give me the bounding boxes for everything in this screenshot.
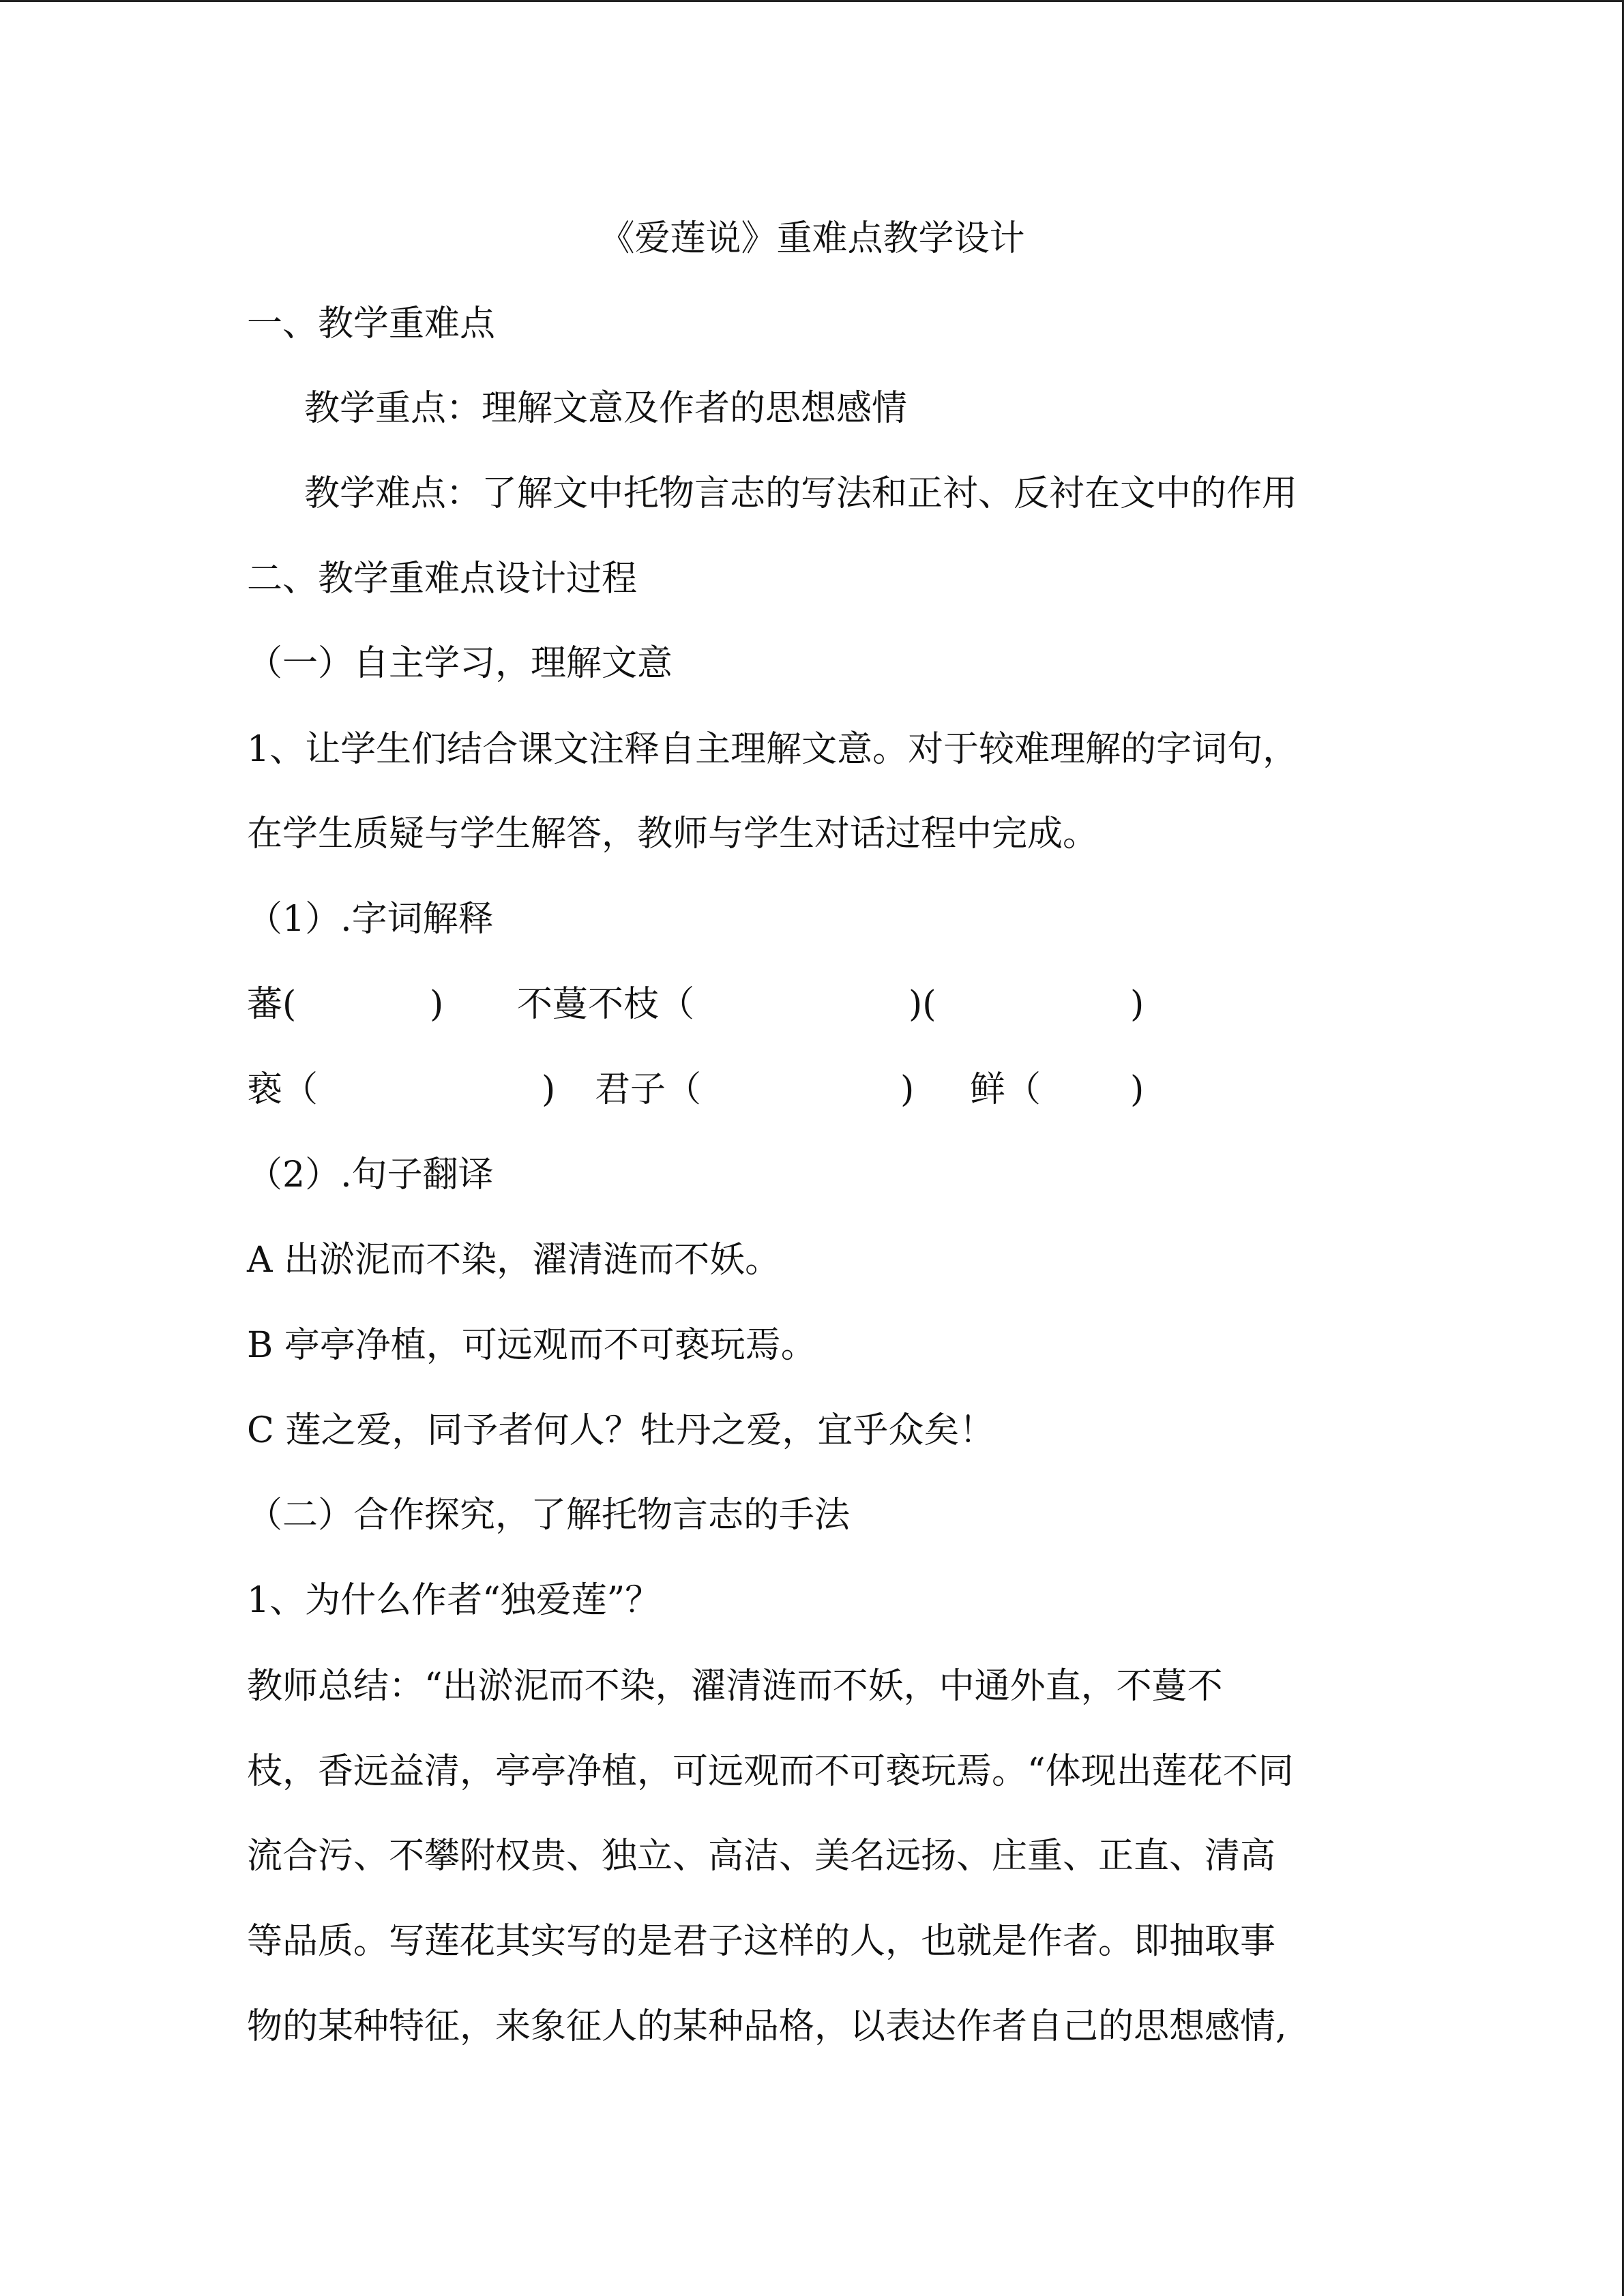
- sentence-c: C 莲之爱，同予者何人？牡丹之爱，宜乎众矣！: [247, 1410, 995, 1451]
- section-heading-1: 一、教学重难点: [247, 303, 496, 344]
- sub-heading-words: （1）.字词解释: [247, 899, 494, 940]
- word-xie: 亵（: [247, 1069, 319, 1110]
- part-heading-2: （二）合作探究，了解托物言志的手法: [247, 1495, 851, 1536]
- word-bumanbuzhi-end: ): [1130, 984, 1145, 1025]
- page-border-top: [0, 0, 1624, 2]
- word-bumanbuzhi: 不蔓不枝（: [517, 984, 695, 1025]
- document-title: 《爱莲说》重难点教学设计: [599, 218, 1025, 259]
- word-junzi-close: ): [900, 1069, 915, 1110]
- word-xian-close: ): [1130, 1069, 1145, 1110]
- section-heading-2: 二、教学重难点设计过程: [247, 558, 638, 599]
- item1-line1: 1、让学生们结合课文注释自主理解文意。对于较难理解的字词句，: [247, 729, 1299, 770]
- word-xie-close: ): [542, 1069, 556, 1110]
- word-fan-close: ): [430, 984, 444, 1025]
- word-blanks-row-2: [247, 1068, 1215, 1112]
- sentence-a: A 出淤泥而不染，濯清涟而不妖。: [247, 1240, 781, 1281]
- part-heading-1: （一）自主学习，理解文意: [247, 643, 673, 684]
- question-1: 1、为什么作者“独爱莲”？: [247, 1580, 661, 1621]
- item1-line2: 在学生质疑与学生解答，教师与学生对话过程中完成。: [247, 814, 1099, 854]
- summary-line-1: 教师总结：“出淤泥而不染，濯清涟而不妖，中通外直，不蔓不: [247, 1666, 1223, 1707]
- word-bumanbuzhi-close: )(: [909, 984, 936, 1025]
- teaching-focus: 教学重点：理解文意及作者的思想感情: [304, 388, 908, 429]
- sentence-b: B 亭亭净植，可远观而不可亵玩焉。: [247, 1325, 816, 1366]
- summary-line-4: 等品质。写莲花其实写的是君子这样的人，也就是作者。即抽取事: [247, 1921, 1276, 1962]
- word-xian: 鲜（: [970, 1069, 1042, 1110]
- sub-heading-sentences: （2）.句子翻译: [247, 1154, 494, 1195]
- word-blanks-row-1: [247, 983, 1215, 1026]
- summary-line-5: 物的某种特征，来象征人的某种品格，以表达作者自己的思想感情,: [247, 2006, 1287, 2047]
- teaching-difficulty: 教学难点：了解文中托物言志的写法和正衬、反衬在文中的作用: [304, 473, 1298, 514]
- summary-line-3: 流合污、不攀附权贵、独立、高洁、美名远扬、庄重、正直、清高: [247, 1836, 1276, 1877]
- summary-line-2: 枝，香远益清，亭亭净植，可远观而不可亵玩焉。“体现出莲花不同: [247, 1751, 1294, 1792]
- word-junzi: 君子（: [595, 1069, 702, 1110]
- word-fan: 蕃(: [247, 984, 297, 1025]
